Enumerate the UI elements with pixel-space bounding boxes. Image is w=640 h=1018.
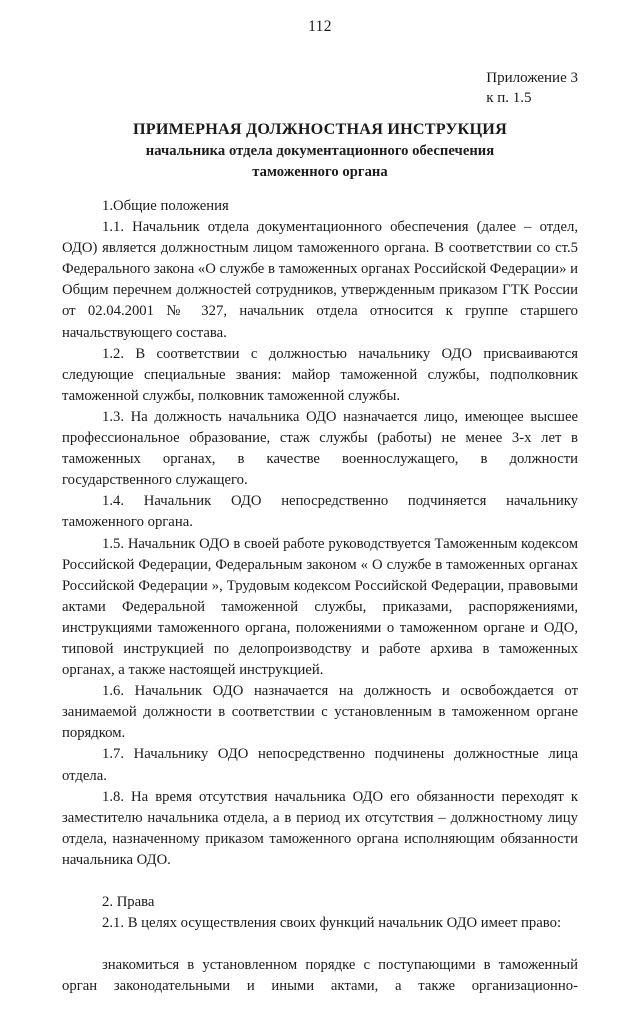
appendix-reference-block bbox=[486, 68, 578, 108]
page-title: ПРИМЕРНАЯ ДОЛЖНОСТНАЯ ИНСТРУКЦИЯ bbox=[133, 120, 507, 138]
paragraph-1-1: 1.1. Начальник отдела документационного обеспечения (далее – отдел, ОДО) является должностным лицом таможенного органа. В соответствии со ст.5 Федерального закона «О службе в таможенных органах Российской Федерации» и Общим перечнем должностей сотрудников, утвержденным приказом ГТК России от 02.04.2001 № 327, начальник отдела относится к группе старшего начальствующего состава. bbox=[62, 219, 578, 341]
appendix-clause: к п. 1.5 bbox=[486, 90, 532, 106]
document-title-block bbox=[62, 118, 578, 183]
paragraph-1-8: 1.8. На время отсутствия начальника ОДО его обязанности переходят к заместителю начальника отдела, а в период их отсутствия – должностному лицу отдела, назначенному приказом таможенного органа исполняющим обязанности начальника ОДО. bbox=[62, 788, 578, 868]
paragraph-1-2: 1.2. В соответствии с должностью начальнику ОДО присваиваются следующие специальные звания: майор таможенной службы, подполковник таможенной службы, полковник таможенной службы. bbox=[62, 345, 578, 404]
page-subtitle-line-1: начальника отдела документационного обеспечения bbox=[145, 143, 495, 159]
document-body bbox=[62, 196, 578, 1018]
paragraph-spacer-2 bbox=[62, 934, 578, 955]
appendix-number: Приложение 3 bbox=[486, 70, 578, 86]
section-1-heading: 1.Общие положения bbox=[102, 198, 229, 214]
paragraph-1-3: 1.3. На должность начальника ОДО назначается лицо, имеющее высшее профессиональное образование, стаж службы (работы) не менее 3-х лет в таможенных органах, в качестве военнослужащего, в должности государственного служащего. bbox=[62, 408, 578, 489]
paragraph-2-1: 2.1. В целях осуществления своих функций начальник ОДО имеет право: bbox=[102, 915, 562, 932]
page-subtitle-line-2: таможенного органа bbox=[252, 164, 388, 180]
paragraph-1-7: 1.7. Начальнику ОДО непосредственно подчинены должностные лица отдела. bbox=[62, 746, 578, 784]
paragraph-1-5: 1.5. Начальник ОДО в своей работе руководствуется Таможенным кодексом Российской Федерации, Федеральным законом « О службе в таможенных органах Российской Федерации », Трудовым кодексом Российской Федерации, правовыми актами Федеральной таможенной службы, приказами, распоряжениями, инструкциями таможенного органа, положениями о таможенном органе и ОДО, типовой инструкцией по делопроизводству и работе архива в таможенных органах, а также настоящей инструкцией. bbox=[62, 535, 578, 679]
paragraph-2-1-item-1: знакомиться в установленном порядке с поступающими в таможенный орган законодательными и иными актами, а также организационно- bbox=[62, 957, 578, 995]
page-number: 112 bbox=[308, 18, 332, 35]
paragraph-1-6: 1.6. Начальник ОДО назначается на должность и освобождается от занимаемой должности в соответствии с установленным в таможенном органе порядком. bbox=[62, 683, 578, 742]
paragraph-spacer bbox=[62, 871, 578, 892]
section-2-heading: 2. Права bbox=[102, 894, 155, 910]
paragraph-1-4: 1.4. Начальник ОДО непосредственно подчиняется начальнику таможенного органа. bbox=[62, 493, 578, 531]
